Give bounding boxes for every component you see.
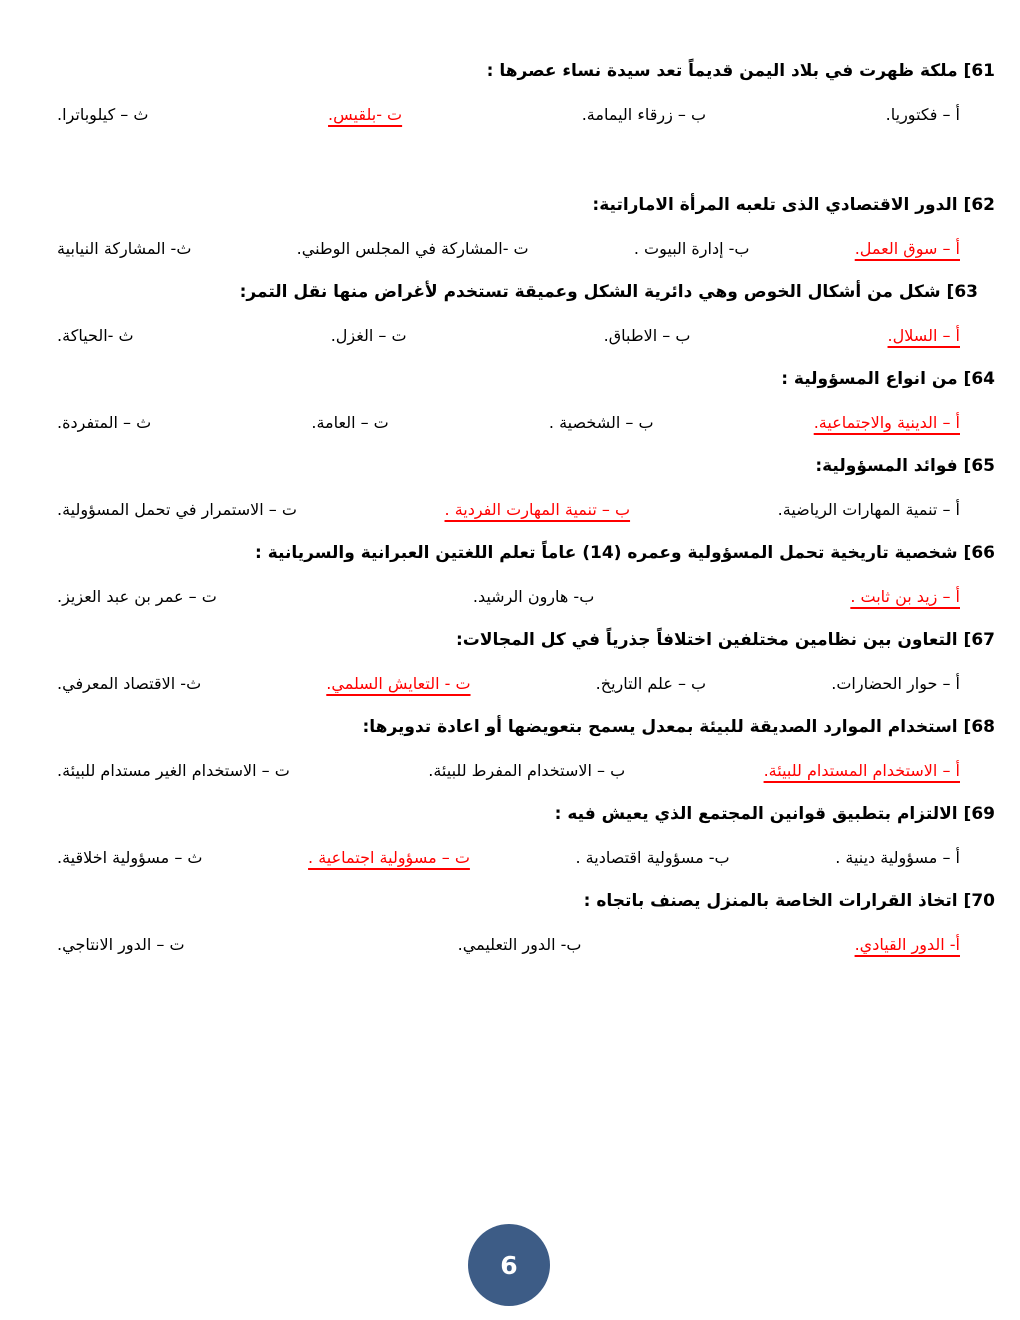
option: ب- هارون الرشيد.	[472, 587, 595, 606]
option-correct-answer: أ – الاستخدام المستدام للبيئة.	[763, 761, 960, 780]
option-correct-answer: أ – سوق العمل.	[854, 239, 960, 258]
question-block	[45, 801, 995, 871]
question-block	[45, 888, 995, 958]
option: ث – مسؤولية اخلاقية.	[57, 848, 203, 867]
question-header: 64] من انواع المسؤولية :	[781, 369, 995, 389]
option-correct-answer: ب – تنمية المهارت الفردية .	[444, 500, 631, 519]
question-header: 66] شخصية تاريخية تحمل المسؤولية وعمره (14) عاماً تعلم اللغتين العبرانية والسريانية :	[255, 543, 995, 563]
option: ت – العامة.	[311, 413, 389, 432]
question-block	[45, 58, 995, 128]
option: ث – كيلوباترا.	[57, 105, 149, 124]
option: ت -المشاركة في المجلس الوطني.	[296, 239, 529, 258]
page-number-badge	[468, 1224, 550, 1306]
question-block	[45, 714, 995, 784]
option: ب- الدور التعليمي.	[457, 935, 582, 954]
option: أ – مسؤولية دينية .	[835, 848, 960, 867]
options-row	[45, 758, 995, 784]
option: ث- الاقتصاد المعرفي.	[57, 674, 202, 693]
options-row	[45, 102, 995, 128]
options-row	[45, 410, 995, 436]
options-row	[45, 236, 995, 262]
option-correct-answer: ت -بلقيس.	[328, 105, 403, 124]
option: ث – المتفردة.	[57, 413, 152, 432]
page-number: 6	[500, 1250, 518, 1280]
option: ب – علم التاريخ.	[595, 674, 707, 693]
option: ت – الدور الانتاجي.	[57, 935, 185, 954]
option-correct-answer: أ – زيد بن ثابت .	[850, 587, 960, 606]
question-block	[45, 540, 995, 610]
option: ب – زرقاء اليمامة.	[581, 105, 707, 124]
question-header: 63] شكل من أشكال الخوص وهي دائرية الشكل وعميقة تستخدم لأغراض منها نقل التمر:	[239, 282, 978, 302]
question-header: 61] ملكة ظهرت في بلاد اليمن قديماً تعد سيدة نساء عصرها :	[486, 61, 995, 81]
question-header: 70] اتخاذ القرارات الخاصة بالمنزل يصنف باتجاه :	[583, 891, 995, 911]
option-correct-answer: ت - التعايش السلمي.	[326, 674, 471, 693]
option: ب – الاستخدام المفرط للبيئة.	[428, 761, 626, 780]
options-row	[45, 932, 995, 958]
option: ت – الاستخدام الغير مستدام للبيئة.	[57, 761, 290, 780]
question-header: 69] الالتزام بتطبيق قوانين المجتمع الذي يعيش فيه :	[554, 804, 995, 824]
question-block	[45, 366, 995, 436]
option: ب – الشخصية .	[548, 413, 654, 432]
option-correct-answer: أ – السلال.	[887, 326, 960, 345]
option: ب- مسؤولية اقتصادية .	[575, 848, 730, 867]
question-block	[45, 192, 995, 262]
question-block	[45, 453, 995, 523]
options-row	[45, 323, 995, 349]
option: ت – عمر بن عبد العزيز.	[57, 587, 217, 606]
option-correct-answer: ت – مسؤولية اجتماعية .	[308, 848, 470, 867]
options-row	[45, 671, 995, 697]
option-correct-answer: أ- الدور القيادي.	[854, 935, 960, 954]
option: أ – حوار الحضارات.	[831, 674, 960, 693]
question-header: 62] الدور الاقتصادي الذى تلعبه المرأة الاماراتية:	[592, 195, 995, 215]
question-header: 68] استخدام الموارد الصديقة للبيئة بمعدل يسمح بتعويضها أو اعادة تدويرها:	[362, 717, 995, 737]
options-row	[45, 845, 995, 871]
question-block	[45, 279, 995, 349]
option: ب- إدارة البيوت .	[633, 239, 750, 258]
question-header: 67] التعاون بين نظامين مختلفين اختلافاً جذرياً في كل المجالات:	[456, 630, 995, 650]
option: ت – الغزل.	[330, 326, 407, 345]
option: ب – الاطباق.	[603, 326, 691, 345]
question-block	[45, 627, 995, 697]
option: أ – فكتوريا.	[885, 105, 960, 124]
option: ث -الحياكة.	[57, 326, 134, 345]
options-row	[45, 497, 995, 523]
option-correct-answer: أ – الدينية والاجتماعية.	[813, 413, 960, 432]
option: ث- المشاركة النيابية	[57, 239, 192, 258]
option: أ – تنمية المهارات الرياضية.	[777, 500, 960, 519]
options-row	[45, 584, 995, 610]
questions-list	[45, 58, 995, 975]
question-header: 65] فوائد المسؤولية:	[815, 456, 995, 476]
option: ت – الاستمرار في تحمل المسؤولية.	[57, 500, 297, 519]
